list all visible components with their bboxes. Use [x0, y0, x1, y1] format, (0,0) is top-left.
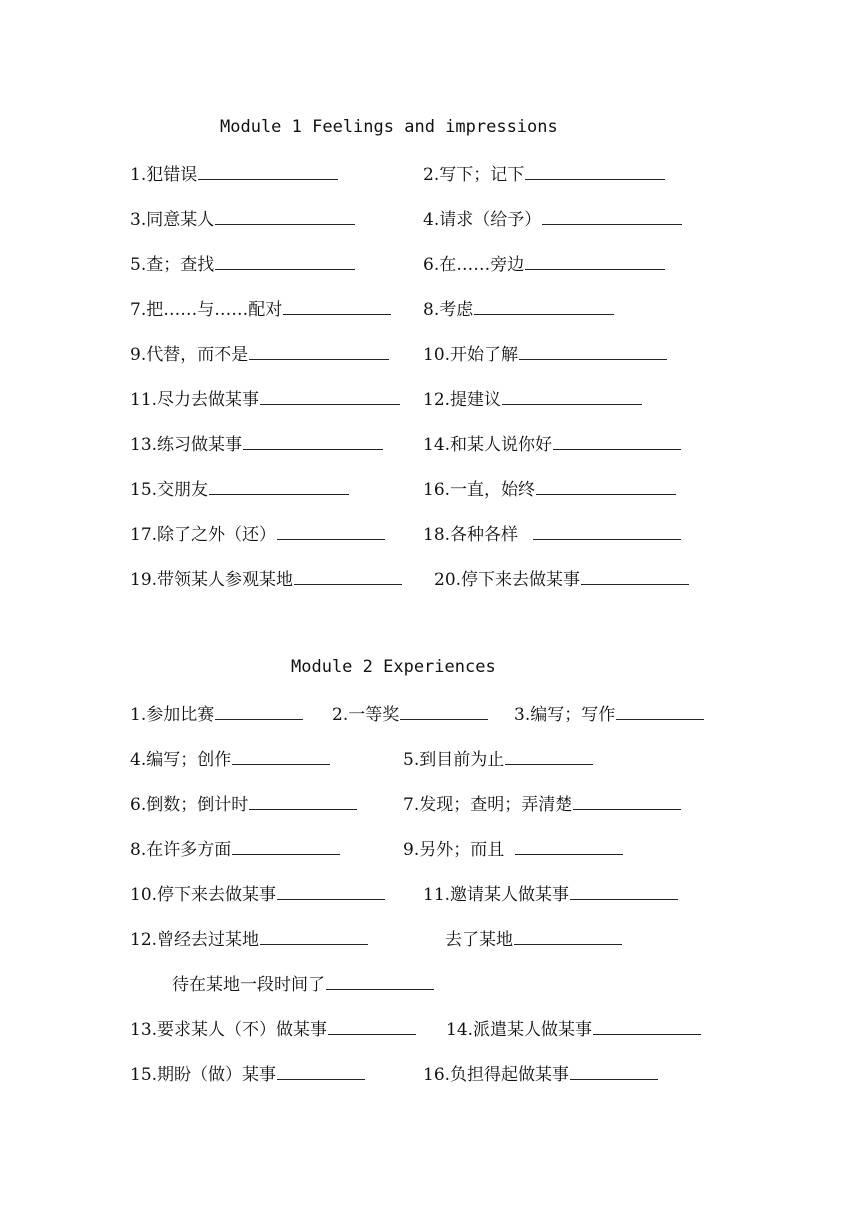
m2-item-12c: 待在某地一段时间了	[172, 972, 434, 996]
m1-item-19: 19.带领某人参观某地	[130, 567, 402, 591]
m1-item-18: 18.各种各样	[423, 522, 681, 546]
m1-item-5: 5.查；查找	[130, 252, 355, 276]
m2-item-8: 8.在许多方面	[130, 837, 340, 861]
m2-item-14: 14.派遣某人做某事	[446, 1017, 701, 1041]
m1-item-15: 15.交朋友	[130, 477, 349, 501]
m1-item-8: 8.考虑	[423, 297, 614, 321]
m1-item-4: 4.请求（给予）	[423, 207, 682, 231]
m1-item-16: 16.一直，始终	[423, 477, 676, 501]
m2-item-2: 2.一等奖	[332, 702, 488, 726]
m2-item-1: 1.参加比赛	[130, 702, 303, 726]
m1-item-3: 3.同意某人	[130, 207, 355, 231]
m1-item-2: 2.写下；记下	[423, 162, 665, 186]
m1-item-1: 1.犯错误	[130, 162, 338, 186]
m2-item-11: 11.邀请某人做某事	[423, 882, 678, 906]
module1-title: Module 1 Feelings and impressions	[220, 117, 558, 137]
m2-item-6: 6.倒数；倒计时	[130, 792, 357, 816]
m2-item-3: 3.编写；写作	[514, 702, 704, 726]
m2-item-12b: 去了某地	[445, 927, 622, 951]
m1-item-6: 6.在……旁边	[423, 252, 665, 276]
m1-item-20: 20.停下来去做某事	[434, 567, 689, 591]
module2-title: Module 2 Experiences	[291, 657, 496, 677]
m2-item-16: 16.负担得起做某事	[423, 1062, 658, 1086]
m1-item-10: 10.开始了解	[423, 342, 667, 366]
m2-item-7: 7.发现；查明；弄清楚	[403, 792, 681, 816]
m2-item-12a: 12.曾经去过某地	[130, 927, 368, 951]
m2-item-4: 4.编写；创作	[130, 747, 330, 771]
m1-item-12: 12.提建议	[423, 387, 642, 411]
m2-item-9: 9.另外；而且	[403, 837, 623, 861]
m2-item-10: 10.停下来去做某事	[130, 882, 385, 906]
m2-item-13: 13.要求某人（不）做某事	[130, 1017, 416, 1041]
m1-item-13: 13.练习做某事	[130, 432, 383, 456]
m1-item-14: 14.和某人说你好	[423, 432, 681, 456]
m1-item-9: 9.代替，而不是	[130, 342, 389, 366]
m1-item-7: 7.把……与……配对	[130, 297, 391, 321]
m1-item-17: 17.除了之外（还）	[130, 522, 385, 546]
m2-item-5: 5.到目前为止	[403, 747, 593, 771]
m1-item-11: 11.尽力去做某事	[130, 387, 400, 411]
m2-item-15: 15.期盼（做）某事	[130, 1062, 365, 1086]
